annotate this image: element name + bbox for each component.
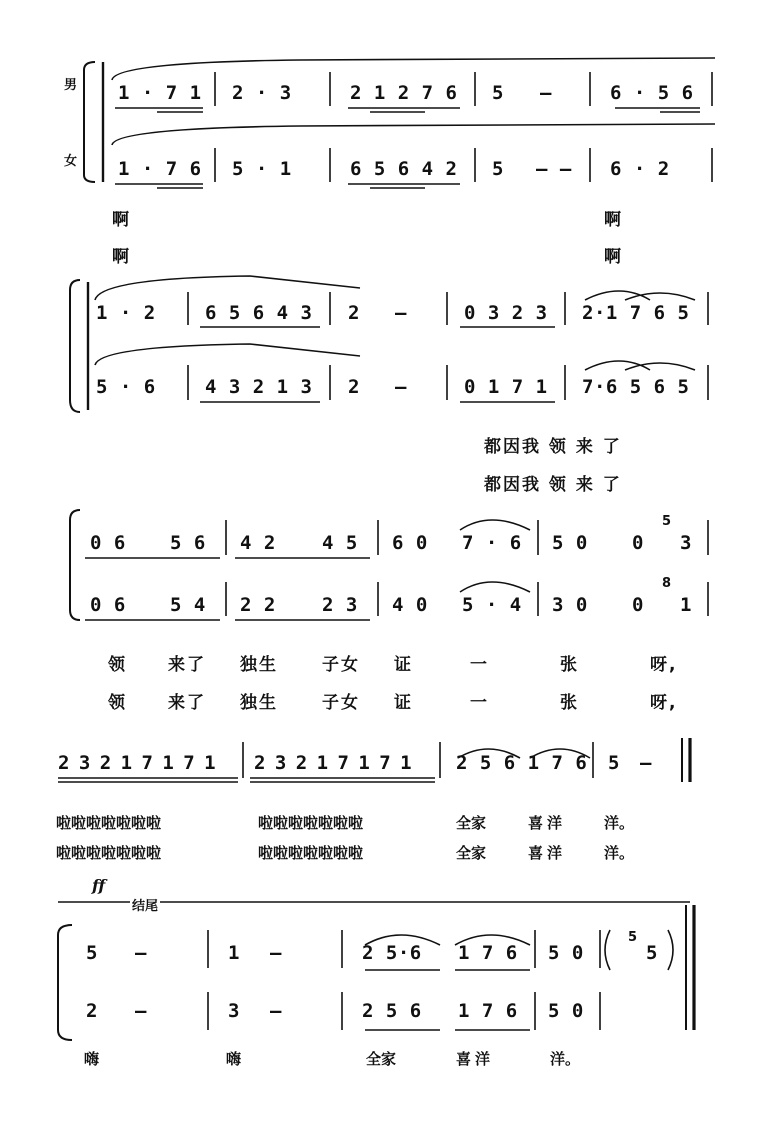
s3-male-n4: 4 5 [322, 532, 358, 554]
s5-female-n5: 5 0 [548, 1000, 584, 1022]
s2-female-m1: 5 · 6 [96, 376, 156, 398]
s1-female-m2: 5 · 1 [232, 158, 292, 180]
s5-male-n2: 1 [228, 942, 240, 964]
s3-lyric-m-2: 来了 [168, 655, 206, 675]
s4-lyric1-a: 啦啦啦啦啦啦啦 [56, 814, 162, 832]
voice-label-female: 女 [64, 154, 78, 169]
s1-female-m4: 5 [492, 158, 504, 180]
s5-male-dash2: — [270, 942, 282, 964]
s1-male-m2: 2 · 3 [232, 82, 292, 104]
s5-male-n1: 5 [86, 942, 98, 964]
s3-female-n2: 5 4 [170, 594, 206, 616]
s1-lyric-male-2: 啊 [604, 210, 623, 230]
s2-male-dash: — [395, 302, 407, 324]
s5-female-dash1: — [135, 1000, 147, 1022]
s2-male-m4: 0 3 2 3 [464, 302, 548, 324]
s1-male-m3: 2 1 2 7 6 [350, 82, 458, 104]
s3-lyric-m-4: 子女 [322, 655, 360, 675]
s4-lyric2-e: 洋。 [604, 844, 635, 862]
s4-lyric2-b: 啦啦啦啦啦啦啦 [258, 844, 364, 862]
s1-male-m4: 5 [492, 82, 504, 104]
voice-label-male: 男 [64, 78, 78, 93]
s3-male-n9: 3 [680, 532, 692, 554]
s5-lyric-3: 全家 [366, 1050, 397, 1068]
s3-lyric-f-6: 一 [470, 693, 489, 713]
s4-lyric1-c: 全家 [456, 814, 487, 832]
s2-male-m2: 6 5 6 4 3 [205, 302, 313, 324]
s2-male-m1: 1 · 2 [96, 302, 156, 324]
coda-label: 结尾 [130, 895, 160, 914]
s3-male-grace: 5 [662, 514, 672, 529]
s4-m2: 2 3 2 1 7 1 7 1 [254, 752, 411, 774]
s3-lyric-f-3: 独生 [240, 693, 278, 713]
s5-female-n4: 1 7 6 [458, 1000, 518, 1022]
s3-female-n3: 2 2 [240, 594, 276, 616]
s2-male-m5: 2·1 7 6 5 [582, 302, 690, 324]
s4-m4: 5 [608, 752, 620, 774]
s3-female-n6: 5 · 4 [462, 594, 522, 616]
s1-male-dash: — [540, 82, 552, 104]
s5-female-n2: 3 [228, 1000, 240, 1022]
s3-lyric-f-2: 来了 [168, 693, 206, 713]
s4-lyric1-e: 洋。 [604, 814, 635, 832]
s5-lyric-1: 嗨 [84, 1050, 100, 1068]
s2-female-m2: 4 3 2 1 3 [205, 376, 313, 398]
s1-lyric-male-1: 啊 [112, 210, 131, 230]
s3-lyric-m-7: 张 [560, 655, 579, 675]
s1-lyric-female-1: 啊 [112, 247, 131, 267]
s2-lyric-female: 都因我 领 来 了 [484, 475, 622, 495]
s5-lyric-2: 嗨 [226, 1050, 242, 1068]
s3-female-n9: 1 [680, 594, 692, 616]
s4-m3: 2 5 6 1 7 6 [456, 752, 588, 774]
s5-male-grace: 5 [628, 930, 638, 945]
s4-lyric1-d: 喜洋 [528, 814, 567, 832]
s5-male-dash1: — [135, 942, 147, 964]
s2-lyric-male: 都因我 领 来 了 [484, 437, 622, 457]
s3-male-n5: 6 0 [392, 532, 428, 554]
s5-female-dash2: — [270, 1000, 282, 1022]
s1-female-m5: 6 · 2 [610, 158, 670, 180]
s3-lyric-m-1: 领 [108, 655, 127, 675]
s1-lyric-female-2: 啊 [604, 247, 623, 267]
s2-female-m3: 2 [348, 376, 360, 398]
s3-female-n7: 3 0 [552, 594, 588, 616]
s3-lyric-f-7: 张 [560, 693, 579, 713]
s1-female-m1: 1 · 7 6 [118, 158, 202, 180]
s5-female-n3: 2 5 6 [362, 1000, 422, 1022]
s3-female-n8: 0 [632, 594, 644, 616]
s3-lyric-m-8: 呀, [650, 655, 678, 675]
s2-male-m3: 2 [348, 302, 360, 324]
s2-female-m4: 0 1 7 1 [464, 376, 548, 398]
s5-male-n4: 1 7 6 [458, 942, 518, 964]
s3-female-n1: 0 6 [90, 594, 126, 616]
s3-male-n6: 7 · 6 [462, 532, 522, 554]
s3-female-n4: 2 3 [322, 594, 358, 616]
s4-lyric2-a: 啦啦啦啦啦啦啦 [56, 844, 162, 862]
s5-lyric-5: 洋。 [550, 1050, 581, 1068]
s3-male-n3: 4 2 [240, 532, 276, 554]
s4-lyric1-b: 啦啦啦啦啦啦啦 [258, 814, 364, 832]
s1-male-m5: 6 · 5 6 [610, 82, 694, 104]
s3-male-n2: 5 6 [170, 532, 206, 554]
s3-lyric-f-1: 领 [108, 693, 127, 713]
s3-lyric-f-8: 呀, [650, 693, 678, 713]
s4-m1: 2 3 2 1 7 1 7 1 [58, 752, 215, 774]
s3-female-grace: 8 [662, 576, 672, 591]
s3-male-n1: 0 6 [90, 532, 126, 554]
s3-lyric-f-4: 子女 [322, 693, 360, 713]
s3-male-n8: 0 [632, 532, 644, 554]
s2-female-m5: 7·6 5 6 5 [582, 376, 690, 398]
s5-male-n6: 5 [646, 942, 658, 964]
s1-male-m1: 1 · 7 1 [118, 82, 202, 104]
s1-female-dash: — — [536, 158, 572, 180]
dynamic-marking: ff [92, 876, 106, 895]
s4-lyric2-d: 喜洋 [528, 844, 567, 862]
s3-male-n7: 5 0 [552, 532, 588, 554]
s3-lyric-m-5: 证 [394, 655, 413, 675]
s4-dash: — [640, 752, 652, 774]
s2-female-dash: — [395, 376, 407, 398]
s5-female-n1: 2 [86, 1000, 98, 1022]
s5-lyric-4: 喜洋 [456, 1050, 495, 1068]
s4-lyric2-c: 全家 [456, 844, 487, 862]
s3-lyric-m-6: 一 [470, 655, 489, 675]
s5-male-n3: 2 5·6 [362, 942, 422, 964]
s1-female-m3: 6 5 6 4 2 [350, 158, 458, 180]
s3-lyric-f-5: 证 [394, 693, 413, 713]
s3-lyric-m-3: 独生 [240, 655, 278, 675]
s5-male-n5: 5 0 [548, 942, 584, 964]
s3-female-n5: 4 0 [392, 594, 428, 616]
